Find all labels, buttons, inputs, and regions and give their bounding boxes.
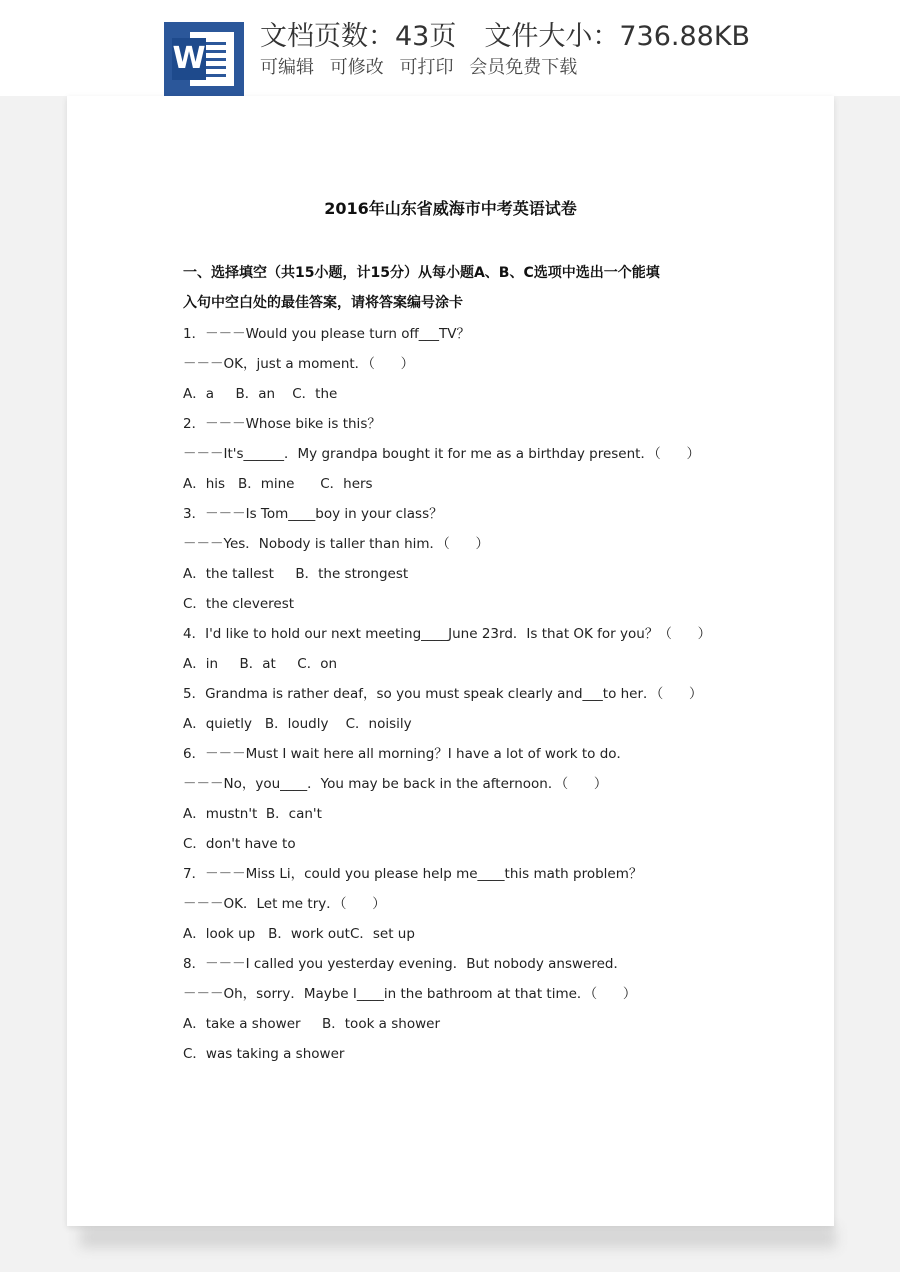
section-heading-line: 一、选择填空（共15小题，计15分）从每小题A、B、C选项中选出一个能填 bbox=[183, 265, 660, 281]
question-line: －－－Oh，sorry．Maybe I____in the bathroom at that time．（ ） bbox=[183, 986, 637, 1002]
answer-options-line: C．the cleverest bbox=[183, 596, 295, 612]
question-line: －－－Yes．Nobody is taller than him．（ ） bbox=[183, 536, 490, 552]
answer-options-line: C．don't have to bbox=[183, 836, 296, 852]
question-line: 1．－－－Would you please turn off___TV？ bbox=[183, 326, 471, 342]
question-line: －－－OK．Let me try．（ ） bbox=[183, 896, 386, 912]
word-logo-letter: W bbox=[172, 41, 206, 76]
question-line: 2．－－－Whose bike is this？ bbox=[183, 416, 381, 432]
word-document-icon bbox=[164, 22, 244, 96]
perm-modifiable: 可修改 bbox=[329, 57, 384, 78]
perm-printable: 可打印 bbox=[399, 57, 454, 78]
exam-title: 2016年山东省威海市中考英语试卷 bbox=[324, 199, 577, 218]
answer-options-line: A．quietly B．loudly C．noisily bbox=[183, 716, 412, 732]
answer-options-line: A．mustn't B．can't bbox=[183, 806, 322, 822]
question-line: 6．－－－Must I wait here all morning？I have a lot of work to do． bbox=[183, 746, 631, 762]
file-size: 文件大小：736.88KB bbox=[484, 21, 751, 52]
permission-list bbox=[260, 56, 587, 80]
question-line: －－－No，you____．You may be back in the afternoon．（ ） bbox=[183, 776, 608, 792]
question-line: 5．Grandma is rather deaf，so you must speak clearly and___to her．（ ） bbox=[183, 686, 703, 702]
question-line: 7．－－－Miss Li，could you please help me____this math problem？ bbox=[183, 866, 643, 882]
answer-options-line: A．look up B．work outC．set up bbox=[183, 926, 415, 942]
page-shadow bbox=[80, 1226, 836, 1248]
answer-options-line: A．take a shower B．took a shower bbox=[183, 1016, 440, 1032]
question-line: 4．I'd like to hold our next meeting____June 23rd．Is that OK for you？（ ） bbox=[183, 626, 712, 642]
answer-options-line: C．was taking a shower bbox=[183, 1046, 345, 1062]
document-stats bbox=[260, 20, 750, 54]
question-line: －－－It's______．My grandpa bought it for me as a birthday present．（ ） bbox=[183, 446, 700, 462]
answer-options-line: A．in B．at C．on bbox=[183, 656, 338, 672]
question-line: 3．－－－Is Tom____boy in your class？ bbox=[183, 506, 443, 522]
document-page bbox=[67, 96, 834, 1226]
perm-member-download: 会员免费下载 bbox=[469, 57, 578, 78]
section-instructions bbox=[183, 258, 743, 318]
page-count: 文档页数：43页 bbox=[260, 21, 457, 52]
section-heading-line: 入句中空白处的最佳答案，请将答案编号涂卡 bbox=[183, 295, 463, 311]
question-line: －－－OK，just a moment．（ ） bbox=[183, 356, 415, 372]
answer-options-line: A．the tallest B．the strongest bbox=[183, 566, 409, 582]
answer-options-line: A．a B．an C．the bbox=[183, 386, 338, 402]
question-list bbox=[183, 319, 783, 1069]
answer-options-line: A．his B．mine C．hers bbox=[183, 476, 373, 492]
question-line: 8．－－－I called you yesterday evening．But nobody answered． bbox=[183, 956, 627, 972]
perm-editable: 可编辑 bbox=[260, 57, 314, 78]
preview-banner bbox=[0, 0, 900, 96]
